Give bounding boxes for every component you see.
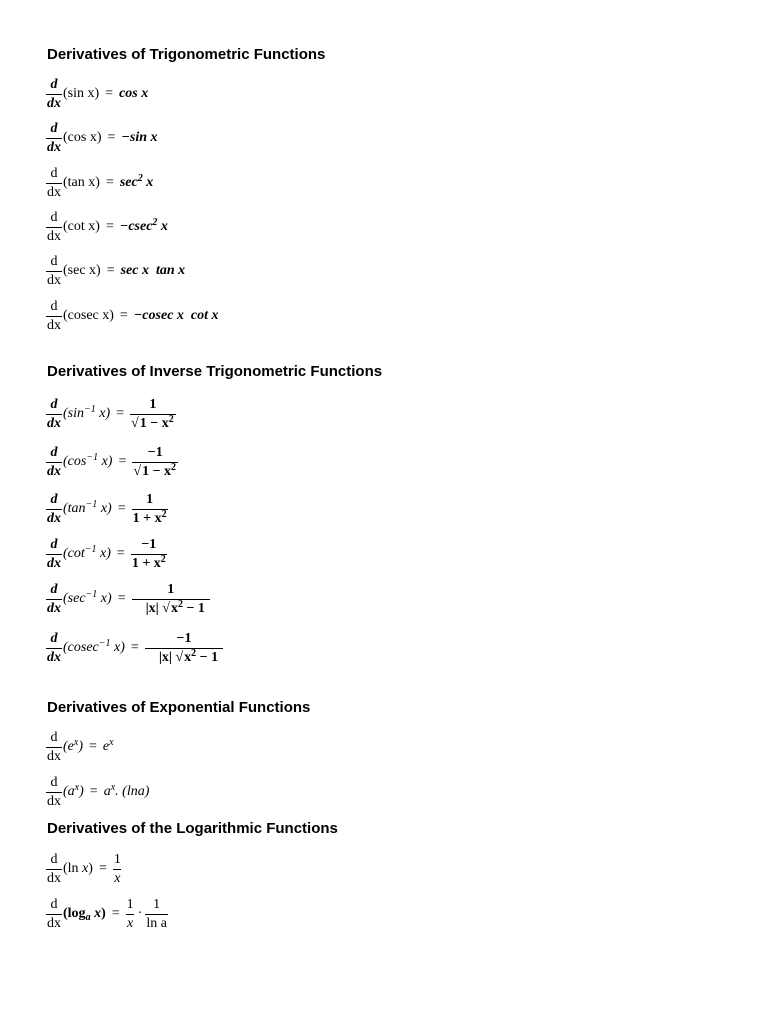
formula-sin: $\frac{d}{dx}$ (sin x) = cos x [47,76,149,111]
formula-tan: $\frac{d}{dx}$ (tan x) = $\sec^2 x$ [47,165,154,200]
derivative-operator: $\frac{d}{dx}$ [47,209,61,244]
sqrt-symbol: √ [131,415,139,431]
result-fraction: $\frac{1}{√1 - x^2}$ [131,396,174,431]
result-fraction: $\frac{1}{1 + x^2}$ [132,491,167,526]
formula-exp-a: $\frac{d}{dx}$ $(a^x)$ = $a^x$. (lna) [47,774,150,809]
sqrt-symbol: √ [133,463,142,479]
derivative-operator: $\frac{d}{dx}$ [47,851,61,886]
derivative-operator: $\frac{d}{dx}$ [47,253,61,288]
derivative-operator: $\frac{d}{dx}$ [47,491,61,526]
formula-log-a: $\frac{d}{dx}$ ($\log_a$ x) = $\frac{1}{x}$ · $\frac{1}{\text{ln a}}$ [47,896,167,931]
sqrt-symbol: √ [175,649,184,665]
result-fraction: $\frac{-1}{1 + x^2}$ [131,536,166,571]
derivative-operator: $\frac{d}{dx}$ [47,630,61,665]
result-fraction: $\frac{1}{\text{ln a}}$ [146,896,167,931]
derivative-operator: $\frac{d}{dx}$ [47,729,61,764]
derivative-operator: $\frac{d}{dx}$ [47,896,61,931]
derivative-operator: $\frac{d}{dx}$ [47,396,61,431]
formula-arccot: $\frac{d}{dx}$ ($\cot^{-1}$ x) = $\frac{-1}{1 + x^2}$ [47,536,166,571]
result-fraction: $\frac{-1}{|x| √x^2 - 1}$ [145,632,223,665]
section-title-inverse: Derivatives of Inverse Trigonometric Functions [47,363,383,380]
formula-ln: $\frac{d}{dx}$ (ln x) = $\frac{1}{x}$ [47,851,121,886]
derivative-operator: $\frac{d}{dx}$ [47,536,61,571]
formula-cot: $\frac{d}{dx}$ (cot x) = −csec$^2$ x [47,209,168,244]
derivative-operator: $\frac{d}{dx}$ [47,298,61,333]
derivative-operator: $\frac{d}{dx}$ [47,774,61,809]
formula-arccos: $\frac{d}{dx}$ ($\cos^{-1}$ x) = $\frac{-1}{√1 - x^2}$ [47,444,177,479]
section-title-trig: Derivatives of Trigonometric Functions [47,46,326,63]
derivative-operator: $\frac{d}{dx}$ [47,165,61,200]
result-fraction: $\frac{1}{x}$ [113,851,121,886]
formula-cosec: $\frac{d}{dx}$ (cosec x) = −cosec x cot x [47,298,219,333]
sqrt-symbol: √ [162,600,170,616]
section-title-exp: Derivatives of Exponential Functions [47,699,311,716]
derivative-operator: $\frac{d}{dx}$ [47,581,61,616]
formula-arcsec: $\frac{d}{dx}$ ($\sec^{-1}$ x) = $\frac{1}{|x| √x^2 - 1}$ [46,576,210,622]
section-title-log: Derivatives of the Logarithmic Functions [47,820,338,837]
result-fraction: $\frac{1}{x}$ [126,896,134,931]
formula-cos: $\frac{d}{dx}$ (cos x) = −sin x [47,120,158,155]
derivative-operator: $\frac{d}{dx}$ [47,444,61,479]
formula-arcsin: $\frac{d}{dx}$ ($\sin^{-1}$ x) = $\frac{1}{√1 - x^2}$ [47,396,174,431]
derivative-operator: $\frac{d}{dx}$ [47,76,61,111]
formula-arccosec: $\frac{d}{dx}$ (cosec$^{-1}$ x) = $\frac{-1}{|x| √x^2 - 1}$ [46,625,223,671]
formula-arctan: $\frac{d}{dx}$ ($\tan^{-1}$ x) = $\frac{1}{1 + x^2}$ [47,491,167,526]
formula-exp-e: $\frac{d}{dx}$ $(e^x)$ = $e^x$ [47,729,114,764]
result-fraction: $\frac{-1}{√1 - x^2}$ [133,444,177,479]
result-fraction: $\frac{1}{|x| √x^2 - 1}$ [132,583,210,616]
derivative-operator: $\frac{d}{dx}$ [47,120,61,155]
multiplication-dot: · [137,906,143,921]
formula-sec: $\frac{d}{dx}$ (sec x) = sec x tan x [47,253,186,288]
